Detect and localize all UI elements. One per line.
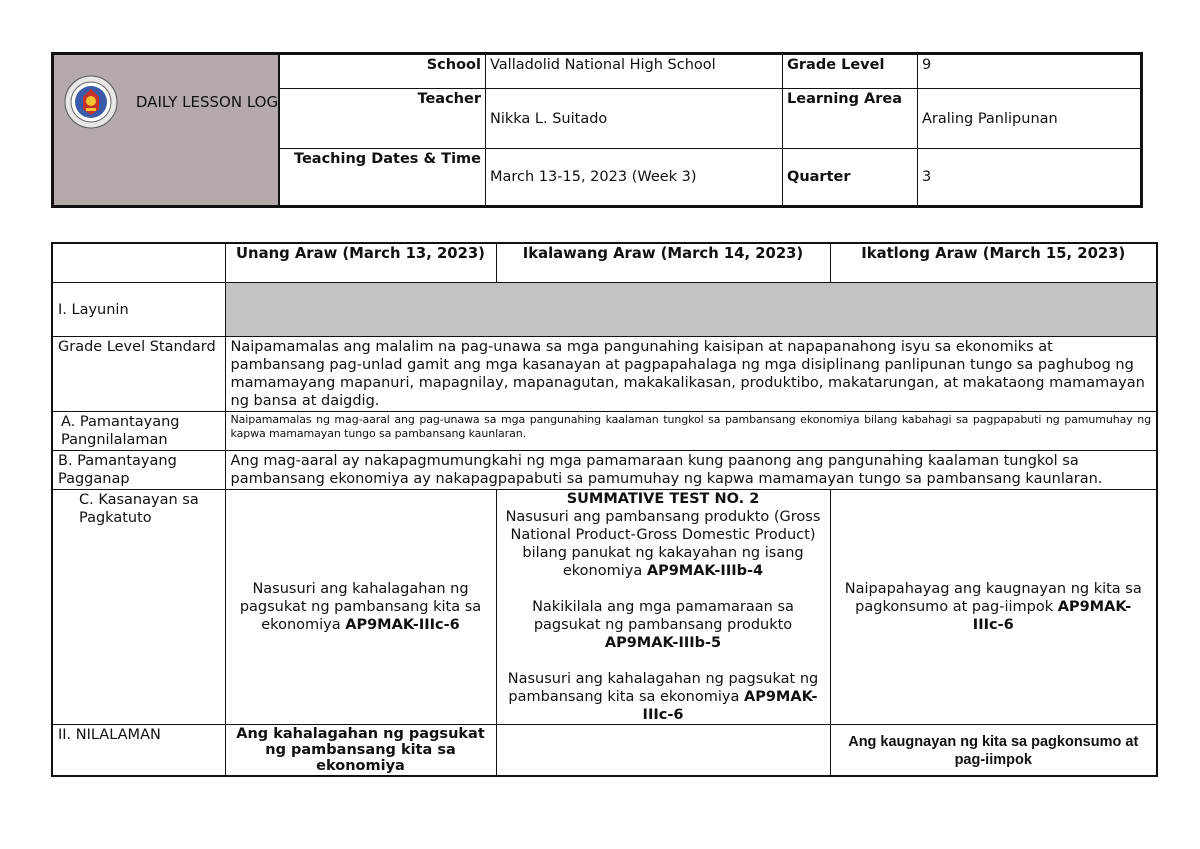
nilalaman-day3: Ang kaugnayan ng kita sa pagkonsumo at pag-iimpok	[830, 725, 1157, 777]
kasanayan-day1-text: Nasusuri ang kahalagahan ng pagsukat ng pambansang kita sa ekonomiya	[239, 581, 482, 633]
school-value: Valladolid National High School	[486, 54, 783, 89]
kasanayan-day3	[830, 490, 1157, 725]
pangnilalaman-label: A. Pamantayang Pangnilalaman	[52, 412, 225, 451]
nilalaman-day1: Ang kahalagahan ng pagsukat ng pambansang kita sa ekonomiya	[225, 725, 496, 777]
kasanayan-label	[52, 490, 225, 725]
nilalaman-day2	[496, 725, 830, 777]
kasanayan-day2-p1	[505, 508, 822, 580]
learning-area-value: Araling Panlipunan	[918, 89, 1142, 149]
table-row	[52, 451, 1157, 490]
pangnilalaman-text: Naipamamalas ng mag-aaral ang pag-unawa sa mga pangunahing kaalaman tungkol sa pambansang ekonomiya bilang kabahagi sa pagpapabuti ng pamumuhay ng kapwa mamamayan tungo sa pambansang kaunlaran.	[225, 412, 1157, 451]
kasanayan-day3-code: AP9MAK-IIIc-6	[972, 599, 1132, 633]
grade-level-value: 9	[918, 54, 1142, 89]
grade-level-label: Grade Level	[783, 54, 918, 89]
kasanayan-day2-p3-text: Nasusuri ang kahalagahan ng pagsukat ng pambansang kita sa ekonomiya	[507, 671, 819, 705]
kasanayan-day2-p1-text: Nasusuri ang pambansang produkto (Gross National Product-Gross Domestic Product) bilang panukat ng kakayahan ng isang ekonomiya	[505, 509, 821, 579]
column-header-day2: Ikalawang Araw (March 14, 2023)	[496, 243, 830, 283]
teaching-dates-value: March 13-15, 2023 (Week 3)	[486, 149, 783, 207]
learning-area-label: Learning Area	[783, 89, 918, 149]
pagganap-label: B. Pamantayang Pagganap	[52, 451, 225, 490]
school-label: School	[279, 54, 486, 89]
teacher-value: Nikka L. Suitado	[486, 89, 783, 149]
kasanayan-day2-p1-code: AP9MAK-IIIb-4	[646, 563, 764, 579]
teacher-label: Teacher	[279, 89, 486, 149]
kasanayan-day1-code: AP9MAK-IIIc-6	[345, 617, 460, 633]
column-header-day1: Unang Araw (March 13, 2023)	[225, 243, 496, 283]
kasanayan-label-text: C. Kasanayan sa Pagkatuto	[79, 492, 199, 526]
lesson-table	[51, 242, 1158, 777]
spacer	[505, 580, 822, 598]
layunin-shaded-cell	[225, 283, 1157, 337]
kasanayan-day2	[496, 490, 830, 725]
teaching-dates-label: Teaching Dates & Time	[279, 149, 486, 207]
kasanayan-day2-p3-code: AP9MAK-IIIc-6	[642, 689, 818, 723]
deped-seal-icon	[64, 75, 118, 129]
grade-standard-label: Grade Level Standard	[52, 337, 225, 412]
kasanayan-day2-p2-code: AP9MAK-IIIb-5	[604, 635, 722, 651]
grade-standard-text: Naipamamalas ang malalim na pag-unawa sa mga pangunahing kaisipan at napapanahong isyu sa ekonomiks at pambansang pag-unlad gamit ang mga kasanayan at pagpapahalaga ng mga disiplinang panlipunan tungo sa paghubog ng mamamayang mapanuri, mapagnilay, mapanagutan, makakalikasan, produktibo, makatarungan, at makataong mamamayan ng bansa at daigdig.	[225, 337, 1157, 412]
table-row	[52, 412, 1157, 451]
summative-test-heading: SUMMATIVE TEST NO. 2	[566, 491, 760, 507]
kasanayan-day2-p3	[505, 670, 822, 724]
pagganap-text: Ang mag-aaral ay nakapagmumungkahi ng mga pamamaraan kung paanong ang pangunahing kaalaman tungkol sa pambansang ekonomiya ay nakapagpapabuti sa pamumuhay ng kapwa mamamayan tungo sa pambansang kaunlaran.	[225, 451, 1157, 490]
quarter-label: Quarter	[783, 149, 918, 207]
header-table	[51, 52, 1143, 208]
table-row	[52, 283, 1157, 337]
nilalaman-label: II. NILALAMAN	[52, 725, 225, 777]
spacer	[505, 652, 822, 670]
table-row	[52, 725, 1157, 777]
kasanayan-day1	[225, 490, 496, 725]
kasanayan-day2-p2-text: Nakikilala ang mga pamamaraan sa pagsukat ng pambansang produkto	[532, 599, 794, 633]
kasanayan-day3-text: Naipapahayag ang kaugnayan ng kita sa pagkonsumo at pag-iimpok	[844, 581, 1142, 615]
layunin-label: I. Layunin	[52, 283, 225, 337]
page-title: DAILY LESSON LOG	[135, 93, 279, 111]
table-header-row	[52, 243, 1157, 283]
header-empty-cell	[52, 243, 225, 283]
table-row	[52, 490, 1157, 725]
quarter-value: 3	[918, 149, 1142, 207]
kasanayan-day2-p2	[505, 598, 822, 652]
table-row	[52, 337, 1157, 412]
column-header-day3: Ikatlong Araw (March 15, 2023)	[830, 243, 1157, 283]
title-cell	[53, 54, 279, 207]
